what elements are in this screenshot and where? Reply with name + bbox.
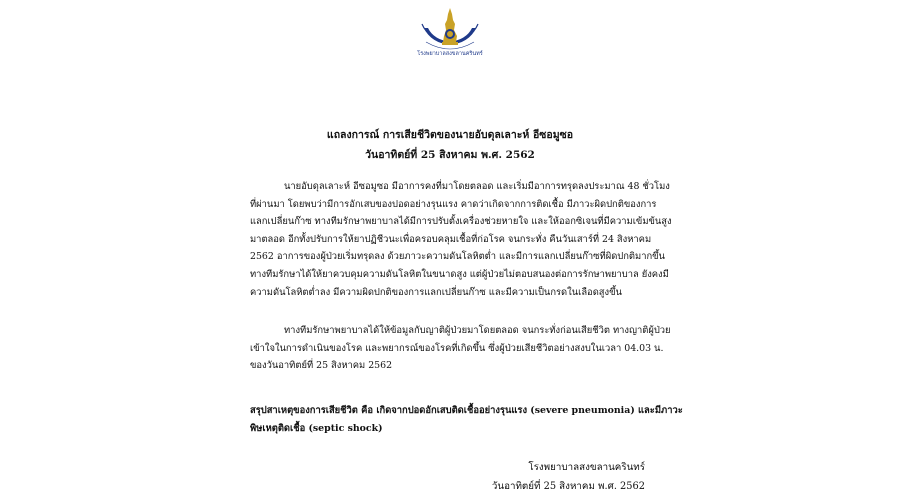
paragraph-line: ทางทีมรักษาได้ให้ยาควบคุมความดันโลหิตในขนาดสูง แต่ผู้ป่วยไม่ตอบสนองต่อการรักษาพยาบาล ยังคงมี <box>250 268 669 280</box>
paragraph-line: ความดันโลหิตต่ำลง มีความผิดปกติของการแลกเปลี่ยนก๊าซ และมีความเป็นกรดในเลือดสูงขึ้น <box>250 286 622 298</box>
signature-date: วันอาทิตย์ที่ 25 สิงหาคม พ.ศ. 2562 <box>491 481 645 492</box>
paragraph-line: 2562 อาการของผู้ป่วยเริ่มทรุดลง ด้วยภาวะความดันโลหิตต่ำ และมีการแลกเปลี่ยนก๊าซที่ผิดปกติมากขึ้น <box>250 251 665 263</box>
paragraph-line: ทางทีมรักษาพยาบาลได้ให้ข้อมูลกับญาติผู้ป่วยมาโดยตลอด จนกระทั่งก่อนเสียชีวิต ทางญาติผู้ป่วย <box>284 325 671 336</box>
paragraph-line: ของวันอาทิตย์ที่ 25 สิงหาคม 2562 <box>250 360 393 372</box>
paragraph-line: มาตลอด อีกทั้งปรับการให้ยาปฏิชีวนะเพื่อครอบคลุมเชื้อที่ก่อโรค จนกระทั่ง คืนวันเสาร์ที่ 24 สิงหาคม <box>250 233 652 245</box>
paragraph-cause-summary <box>250 402 683 437</box>
paragraph-family <box>250 322 671 375</box>
logo-text: โรงพยาบาลสงขลานครินทร์ <box>417 51 483 57</box>
statement-title: แถลงการณ์ การเสียชีวิตของนายอับดุลเลาะห์ อีซอมูซอ <box>326 129 574 141</box>
signature-org: โรงพยาบาลสงขลานครินทร์ <box>528 462 645 473</box>
paragraph-line: สรุปสาเหตุของการเสียชีวิต คือ เกิดจากปอดอักเสบติดเชื้ออย่างรุนแรง (severe pneumonia) และมีภาวะ <box>250 405 683 416</box>
paragraph-line: ที่ผ่านมา โดยพบว่ามีการอักเสบของปอดอย่างรุนแรง คาดว่าเกิดจากการติดเชื้อ มีภาวะผิดปกติของการ <box>250 198 657 210</box>
paragraph-line: เข้าใจในการดำเนินของโรค และพยากรณ์ของโรคที่เกิดขึ้น ซึ่งผู้ป่วยเสียชีวิตอย่างสงบในเวลา 04.03 น. <box>250 342 664 354</box>
statement-date: วันอาทิตย์ที่ 25 สิงหาคม พ.ศ. 2562 <box>365 149 535 161</box>
paragraph-line: แลกเปลี่ยนก๊าซ ทางทีมรักษาพยาบาลได้มีการปรับตั้งเครื่องช่วยหายใจ และให้ออกซิเจนที่มีความเข้มข้นสูง <box>250 216 672 228</box>
paragraph-line: พิษเหตุติดเชื้อ (septic shock) <box>250 422 383 434</box>
paragraph-condition <box>250 178 672 301</box>
paragraph-line: นายอับดุลเลาะห์ อีซอมูซอ มีอาการคงที่มาโดยตลอด และเริ่มมีอาการทรุดลงประมาณ 48 ชั่วโมง <box>284 181 670 192</box>
hospital-logo <box>412 6 488 62</box>
signature-block <box>492 458 645 496</box>
